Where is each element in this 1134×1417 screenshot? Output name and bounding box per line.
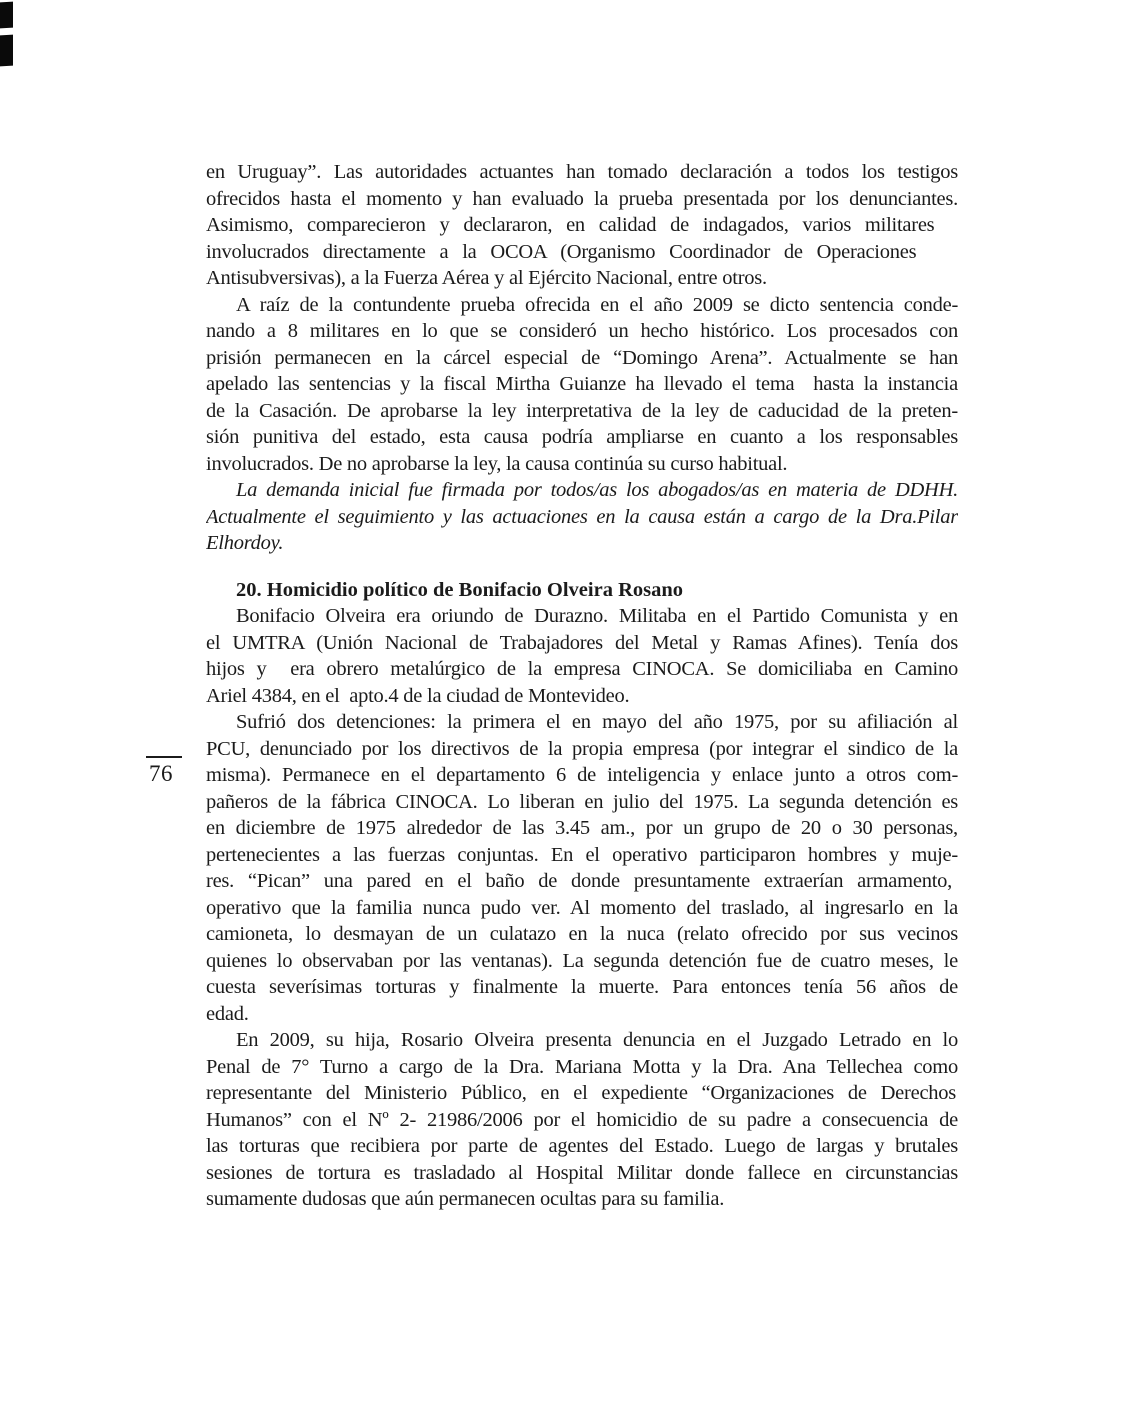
text-line [206,1027,958,1054]
text-line-content: involucrados. De no aprobarse la ley, la causa continúa su curso habitual. [206,452,788,475]
text-line-content: operativo que la familia nunca pudo ver. Al momento del traslado, al ingresarlo en la [206,896,958,919]
text-line [206,842,958,869]
text-line-content: sesiones de tortura es trasladado al Hospital Militar donde fallece en circunstancias [206,1161,958,1184]
text-line [206,318,958,345]
text-line [206,186,958,213]
text-line-content: Actualmente el seguimiento y las actuaciones en la causa están a cargo de la Dra.Pilar [206,505,958,528]
text-line [206,815,958,842]
text-line [206,948,958,975]
text-line [206,630,958,657]
text-line [206,709,958,736]
text-line [206,1001,958,1028]
text-line [206,451,958,478]
text-line [206,683,958,710]
text-line [206,603,958,630]
text-line [206,1080,958,1107]
text-line-content: A raíz de la contundente prueba ofrecida en el año 2009 se dicto sentencia conde- [236,293,958,316]
text-line-content: hijos y era obrero metalúrgico de la empresa CINOCA. Se domiciliaba en Camino [206,658,958,680]
text-line [206,736,958,763]
text-line-content: el UMTRA (Unión Nacional de Trabajadores del Metal y Ramas Afines). Tenía dos [206,631,958,654]
text-line-content: nando a 8 militares en lo que se consideró un hecho histórico. Los procesados con [206,320,958,342]
paragraph-nota-legal [206,477,958,557]
text-line-content: en Uruguay”. Las autoridades actuantes han tomado declaración a todos los testigos [206,161,958,183]
text-line [206,789,958,816]
scan-artifact-mark-top [0,2,13,29]
paragraph-continuation [206,159,958,292]
text-line-content: sumamente dudosas que aún permanecen ocultas para su familia. [206,1188,725,1210]
text-line [206,921,958,948]
text-line [206,265,958,292]
section-heading-caso-20 [206,577,958,604]
text-line-content: edad. [206,1002,249,1025]
text-line-content: misma). Permanece en el departamento 6 de inteligencia y enlace junto a otros com- [206,764,958,786]
text-line [206,292,958,319]
text-line-content: Penal de 7° Turno a cargo de la Dra. Mariana Motta y la Dra. Ana Tellechea como [206,1055,958,1078]
text-line [206,1054,958,1081]
text-line-content: En 2009, su hija, Rosario Olveira presenta denuncia en el Juzgado Letrado en lo [236,1029,958,1051]
text-line-content: res. “Pican” una pared en el baño de donde presuntamente extraerían armamento, [206,870,953,892]
text-line-content: Asimismo, comparecieron y declararon, en calidad de indagados, varios militares [206,214,935,236]
text-line-content: Elhordoy. [206,532,284,554]
text-line [206,1186,958,1213]
text-block [206,159,958,1213]
text-line [206,424,958,451]
text-line-content: de la Casación. De aprobarse la ley interpretativa de la ley de caducidad de la preten- [206,399,958,422]
page-number-rule [146,756,182,758]
text-line [206,159,958,186]
text-line-content: camioneta, lo desmayan de un culatazo en la nuca (relato ofrecido por sus vecinos [206,923,958,945]
text-line-content: ofrecidos hasta el momento y han evaluado la prueba presentada por los denunciantes. [206,187,958,210]
text-line [206,239,958,266]
text-line-content: Humanos” con el Nº 2- 21986/2006 por el homicidio de su padre a consecuencia de [206,1108,958,1131]
text-line-content: apelado las sentencias y la fiscal Mirtha Guianze ha llevado el tema hasta la instancia [206,373,958,395]
text-line-content: Ariel 4384, en el apto.4 de la ciudad de Montevideo. [206,684,630,707]
text-line [206,345,958,372]
text-line-content: representante del Ministerio Público, en el expediente “Organizaciones de Derechos [206,1082,957,1104]
text-line [206,762,958,789]
text-line [206,895,958,922]
text-line-content: Bonifacio Olveira era oriundo de Durazno. Militaba en el Partido Comunista y en [236,605,958,627]
paragraph-sentencia-2009 [206,292,958,478]
text-line [206,477,958,504]
section-heading-line [206,577,958,604]
paragraph-denuncia-2009 [206,1027,958,1213]
paragraph-detenciones [206,709,958,1027]
text-line [206,1160,958,1187]
text-line-content: involucrados directamente a la OCOA (Organismo Coordinador de Operaciones [206,240,917,263]
text-line-content: La demanda inicial fue firmada por todos/as los abogados/as en materia de DDHH. [236,479,958,501]
text-line-content: quienes lo observaban por las ventanas). La segunda detención fue de cuatro meses, le [206,949,958,972]
text-line-content: PCU, denunciado por los directivos de la propia empresa (por integrar el sindico de la [206,737,958,760]
text-line-content: Sufrió dos detenciones: la primera el en mayo del año 1975, por su afiliación al [236,711,958,733]
scan-artifact-mark-bottom [0,35,13,67]
text-line [206,1133,958,1160]
text-line [206,1107,958,1134]
text-line-content: cuesta severísimas torturas y finalmente la muerte. Para entonces tenía 56 años de [206,976,958,998]
paragraph-biografia [206,603,958,709]
text-line [206,974,958,1001]
page-number: 76 [149,761,173,786]
text-line [206,371,958,398]
text-line-content: sión punitiva del estado, esta causa podría ampliarse en cuanto a los responsables [206,426,958,448]
page-number-block [146,756,184,786]
text-line-content: 20. Homicidio político de Bonifacio Olveira Rosano [236,578,684,601]
text-line [206,656,958,683]
text-line [206,212,958,239]
text-line-content: pertenecientes a las fuerzas conjuntas. En el operativo participaron hombres y muje- [206,843,958,866]
text-line [206,398,958,425]
text-line [206,868,958,895]
text-line-content: las torturas que recibiera por parte de agentes del Estado. Luego de largas y brutales [206,1135,958,1157]
text-line [206,504,958,531]
text-line-content: Antisubversivas), a la Fuerza Aérea y al Ejército Nacional, entre otros. [206,267,767,289]
text-line-content: pañeros de la fábrica CINOCA. Lo liberan en julio del 1975. La segunda detención es [206,790,958,813]
text-line-content: prisión permanecen en la cárcel especial de “Domingo Arena”. Actualmente se han [206,346,958,369]
text-line [206,530,958,557]
text-line-content: en diciembre de 1975 alrededor de las 3.45 am., por un grupo de 20 o 30 personas, [206,817,958,839]
